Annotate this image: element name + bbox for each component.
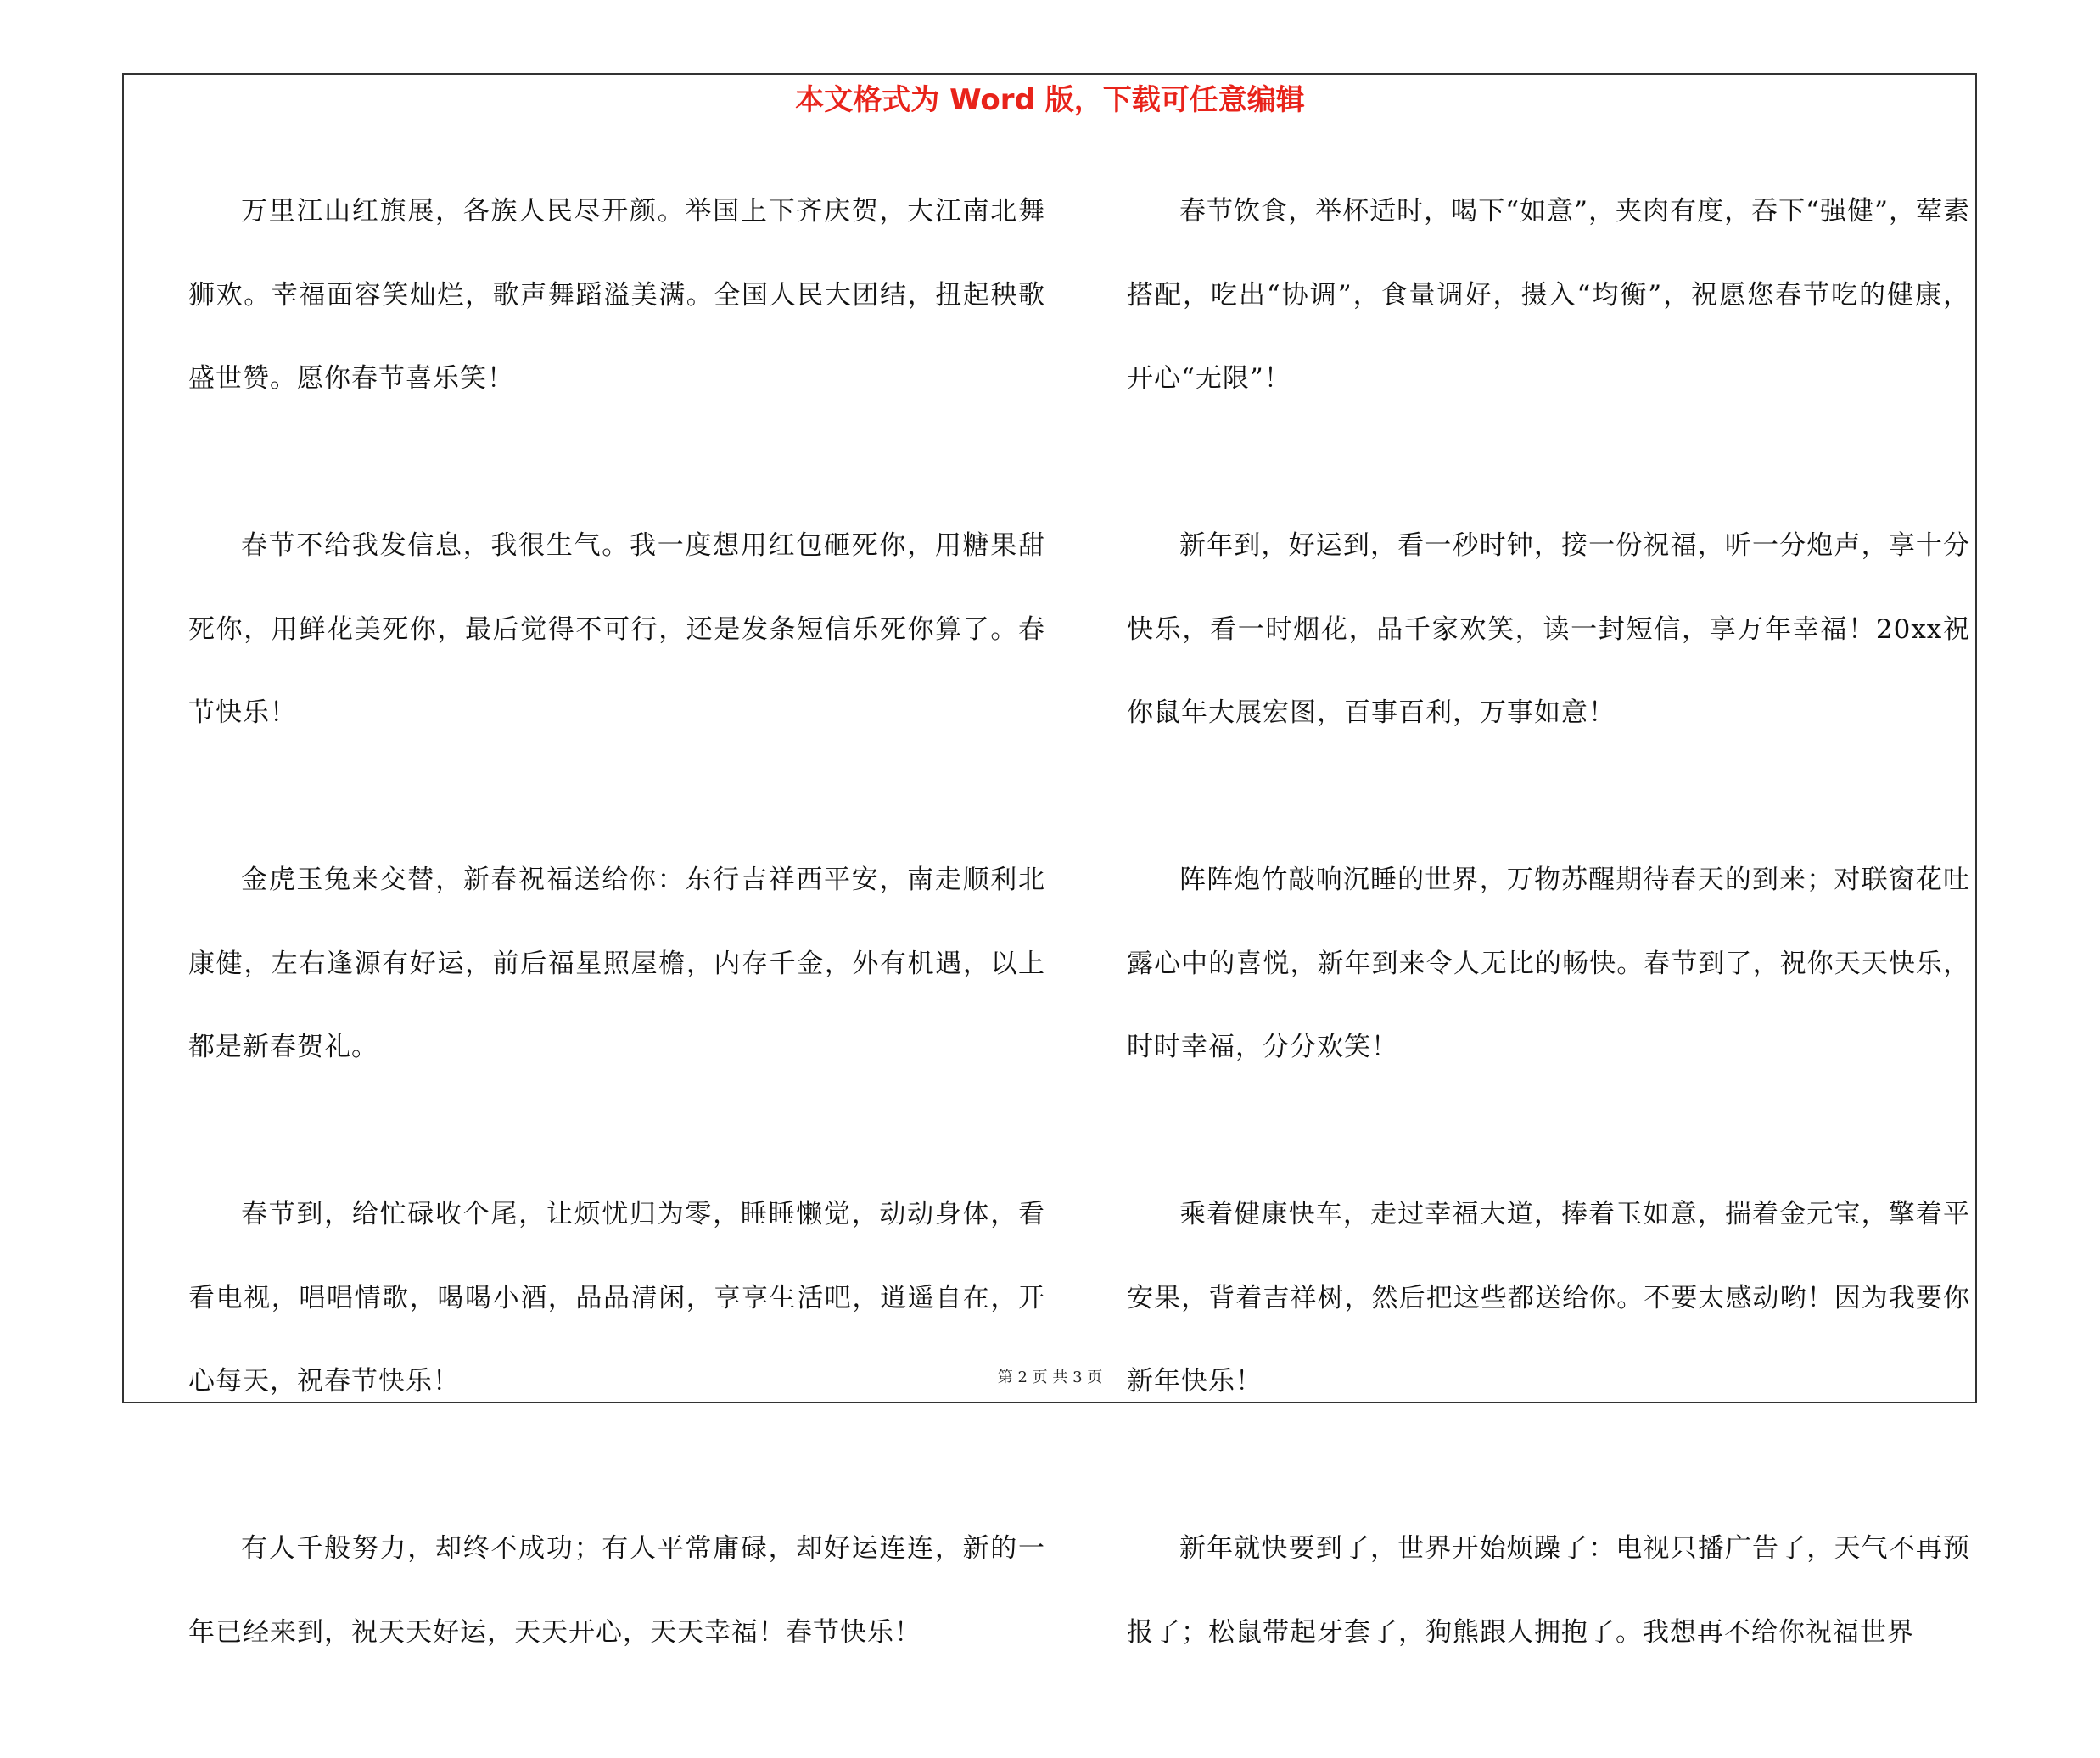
- paragraph: 乘着健康快车，走过幸福大道，捧着玉如意，揣着金元宝，擎着平安果，背着吉祥树，然后把这些都送给你。不要太感动哟！因为我要你新年快乐！: [1127, 1199, 1970, 1397]
- paragraph: 金虎玉兔来交替，新春祝福送给你：东行吉祥西平安，南走顺利北康健，左右逢源有好运，前后福星照屋檐，内存千金，外有机遇，以上都是新春贺礼。: [188, 865, 1045, 1062]
- paragraph: 新年到，好运到，看一秒时钟，接一份祝福，听一分炮声，享十分快乐，看一时烟花，品千家欢笑，读一封短信，享万年幸福！20xx祝你鼠年大展宏图，百事百利，万事如意！: [1127, 530, 1970, 728]
- paragraph: 万里江山红旗展，各族人民尽开颜。举国上下齐庆贺，大江南北舞狮欢。幸福面容笑灿烂，歌声舞蹈溢美满。全国人民大团结，扭起秧歌盛世赞。愿你春节喜乐笑！: [188, 196, 1045, 394]
- right-column: [1127, 170, 1970, 1758]
- left-column: [188, 170, 1045, 1758]
- paragraph: 阵阵炮竹敲响沉睡的世界，万物苏醒期待春天的到来；对联窗花吐露心中的喜悦，新年到来令人无比的畅快。春节到了，祝你天天快乐，时时幸福，分分欢笑！: [1127, 865, 1970, 1062]
- paragraph: 春节饮食，举杯适时，喝下“如意”，夹肉有度，吞下“强健”，荤素搭配，吃出“协调”，食量调好，摄入“均衡”，祝愿您春节吃的健康，开心“无限”！: [1127, 196, 1970, 394]
- paragraph: 春节到，给忙碌收个尾，让烦忧归为零，睡睡懒觉，动动身体，看看电视，唱唱情歌，喝喝小酒，品品清闲，享享生活吧，逍遥自在，开心每天，祝春节快乐！: [188, 1199, 1045, 1397]
- paragraph: 春节不给我发信息，我很生气。我一度想用红包砸死你，用糖果甜死你，用鲜花美死你，最后觉得不可行，还是发条短信乐死你算了。春节快乐！: [188, 530, 1045, 728]
- paragraph: 有人千般努力，却终不成功；有人平常庸碌，却好运连连，新的一年已经来到，祝天天好运，天天开心，天天幸福！春节快乐！: [188, 1533, 1045, 1648]
- page-number-footer: 第 2 页 共 3 页: [997, 1369, 1103, 1386]
- editable-notice-banner: 本文格式为 Word 版，下载可任意编辑: [795, 83, 1305, 117]
- paragraph: 新年就快要到了，世界开始烦躁了：电视只播广告了，天气不再预报了；松鼠带起牙套了，狗熊跟人拥抱了。我想再不给你祝福世界: [1127, 1533, 1970, 1648]
